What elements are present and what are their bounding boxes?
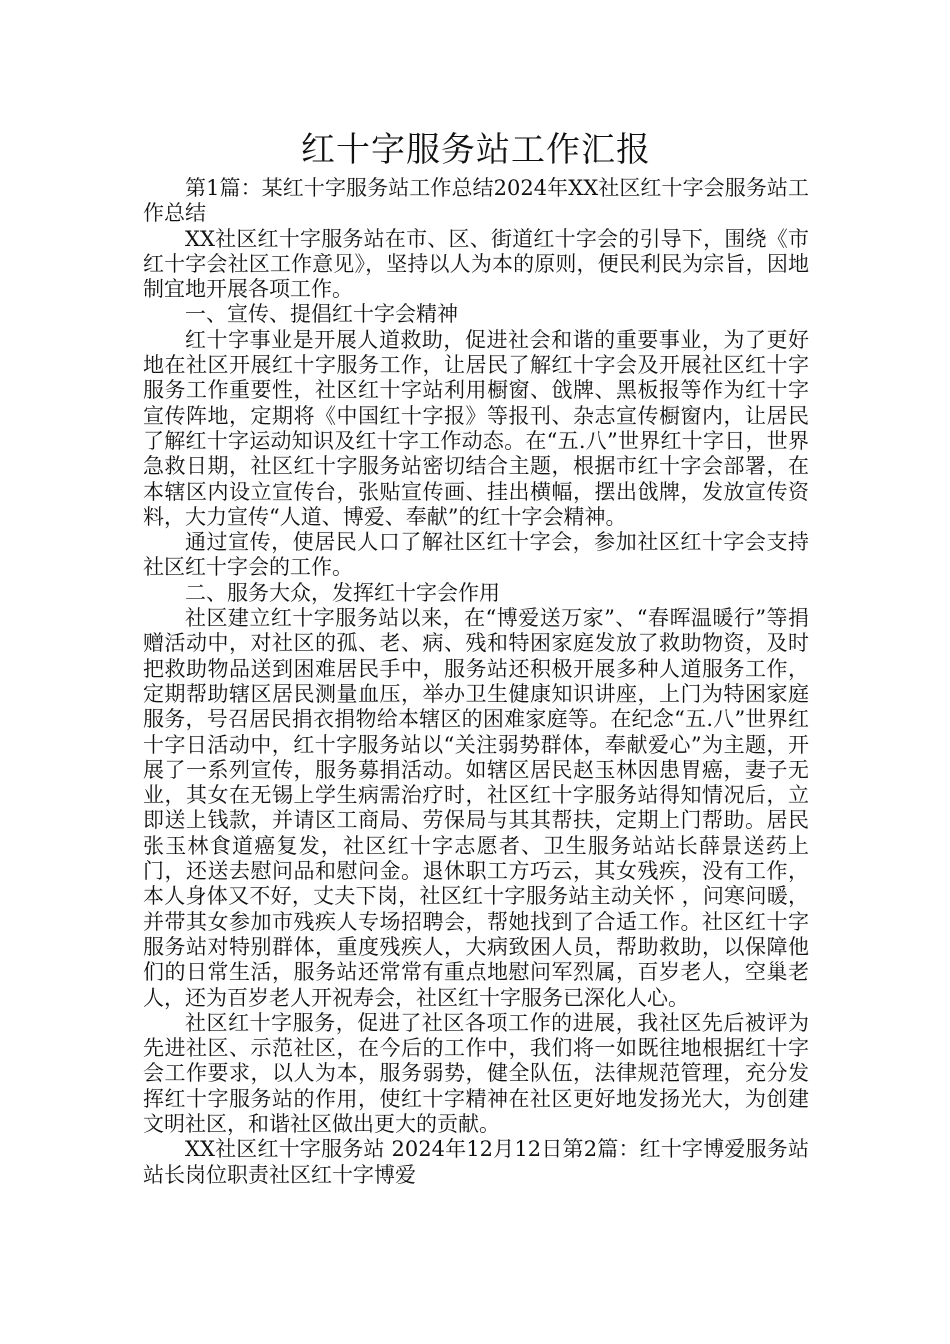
document-title: 红十字服务站工作汇报 [301, 130, 651, 170]
paragraph-signature: XX社区红十字服务站 2024年12月12日第2篇：红十字博爱服务站站长岗位职责社区红十字博爱 [143, 1137, 809, 1187]
document-page [143, 128, 809, 1188]
paragraph-article-heading: 第1篇：某红十字服务站工作总结2024年XX社区红十字会服务站工作总结 [143, 176, 809, 226]
paragraph-intro: XX社区红十字服务站在市、区、街道红十字会的引导下，围绕《市红十字会社区工作意见》，坚持以人为本的原则，便民利民为宗旨，因地制宜地开展各项工作。 [143, 226, 809, 302]
paragraph-publicity-body: 红十字事业是开展人道救助，促进社会和谐的重要事业，为了更好地在社区开展红十字服务工作，让居民了解红十字会及开展社区红十字服务工作重要性，社区红十字站利用橱窗、戗牌、黑板报等作为红十字宣传阵地，定期将《中国红十字报》等报刊、杂志宣传橱窗内，让居民了解红十字运动知识及红十字工作动态。在“五.八”世界红十字日，世界急救日期，社区红十字服务站密切结合主题，根据市红十字会部署，在本辖区内设立宣传台，张贴宣传画、挂出横幅，摆出戗牌，发放宣传资料，大力宣传“人道、博爱、奉献”的红十字会精神。 [143, 327, 809, 529]
paragraph-publicity-result: 通过宣传，使居民人口了解社区红十字会，参加社区红十字会支持社区红十字会的工作。 [143, 530, 809, 580]
paragraph-service-body: 社区建立红十字服务站以来，在“博爱送万家”、“春晖温暖行”等捐赠活动中，对社区的孤、老、病、残和特困家庭发放了救助物资，及时把救助物品送到困难居民手中，服务站还积极开展多种人道服务工作，定期帮助辖区居民测量血压，举办卫生健康知识讲座，上门为特困家庭服务，号召居民捐衣捐物给本辖区的困难家庭等。在纪念“五.八”世界红十字日活动中，红十字服务站以“关注弱势群体，奉献爱心”为主题，开展了一系列宣传，服务募捐活动。如辖区居民赵玉林因患胃癌，妻子无业，其女在无锡上学生病需治疗时，社区红十字服务站得知情况后，立即送上钱款，并请区工商局、劳保局与其其帮扶，定期上门帮助。居民张玉林食道癌复发，社区红十字志愿者、卫生服务站站长薛景送药上门，还送去慰问品和慰问金。退休职工方巧云，其女残疾，没有工作，本人身体又不好，丈夫下岗，社区红十字服务站主动关怀 ，问寒问暖，并带其女参加市残疾人专场招聘会，帮她找到了合适工作。社区红十字服务站对特别群体，重度残疾人，大病致困人员，帮助救助，以保障他们的日常生活，服务站还常常有重点地慰问军烈属，百岁老人，空巢老人，还为百岁老人开祝寿会，社区红十字服务已深化人心。 [143, 606, 809, 1010]
paragraph-conclusion: 社区红十字服务，促进了社区各项工作的进展，我社区先后被评为先进社区、示范社区，在今后的工作中，我们将一如既往地根据红十字会工作要求，以人为本，服务弱势，健全队伍，法律规范管理，充分发挥红十字服务站的作用，使红十字精神在社区更好地发扬光大，为创建文明社区，和谐社区做出更大的贡献。 [143, 1010, 809, 1136]
section-heading-publicity: 一、宣传、提倡红十字会精神 [185, 302, 458, 327]
section-heading-service: 二、服务大众，发挥红十字会作用 [185, 580, 500, 605]
